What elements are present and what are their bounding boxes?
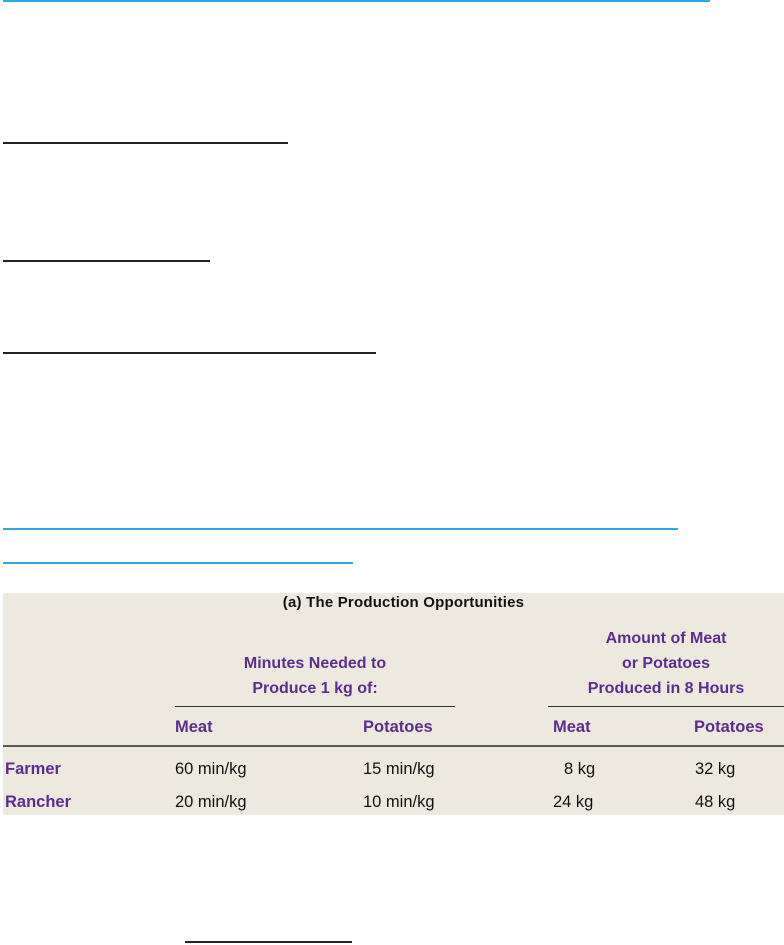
column-header-meat-amount: Meat	[553, 718, 591, 736]
table-cell: 20 min/kg	[175, 793, 247, 811]
blank-line-4	[3, 528, 678, 530]
blank-line-bottom	[185, 941, 352, 943]
table-cell: 60 min/kg	[175, 760, 247, 778]
group-header-minutes	[175, 651, 455, 701]
table-cell: 10 min/kg	[363, 793, 435, 811]
header-rule	[3, 745, 784, 747]
group-minutes-underline	[175, 706, 455, 707]
production-table	[3, 593, 784, 815]
group-amount-line3: Produced in 8 Hours	[587, 680, 745, 697]
column-header-potatoes-amount: Potatoes	[694, 718, 764, 736]
blank-line-2	[3, 260, 210, 262]
blank-line-top	[3, 0, 710, 2]
blank-line-1	[3, 142, 288, 144]
blank-line-3	[3, 352, 376, 354]
table-title: (a) The Production Opportunities	[282, 594, 525, 611]
column-header-potatoes-minutes: Potatoes	[363, 718, 433, 736]
group-minutes-line2: Produce 1 kg of:	[252, 680, 378, 697]
group-amount-underline	[548, 706, 784, 707]
blank-line-5	[3, 562, 353, 564]
group-header-amount	[548, 626, 784, 701]
row-label-farmer: Farmer	[5, 760, 61, 778]
table-cell: 24 kg	[553, 793, 594, 811]
group-minutes-line1: Minutes Needed to	[243, 655, 387, 672]
column-header-meat-minutes: Meat	[175, 718, 213, 736]
group-amount-line1: Amount of Meat	[605, 630, 727, 647]
table-cell: 15 min/kg	[363, 760, 435, 778]
row-label-rancher: Rancher	[5, 793, 72, 811]
table-cell: 48 kg	[695, 793, 736, 811]
table-cell: 32 kg	[695, 760, 736, 778]
table-cell: 8 kg	[564, 760, 596, 778]
group-amount-line2: or Potatoes	[621, 655, 710, 672]
